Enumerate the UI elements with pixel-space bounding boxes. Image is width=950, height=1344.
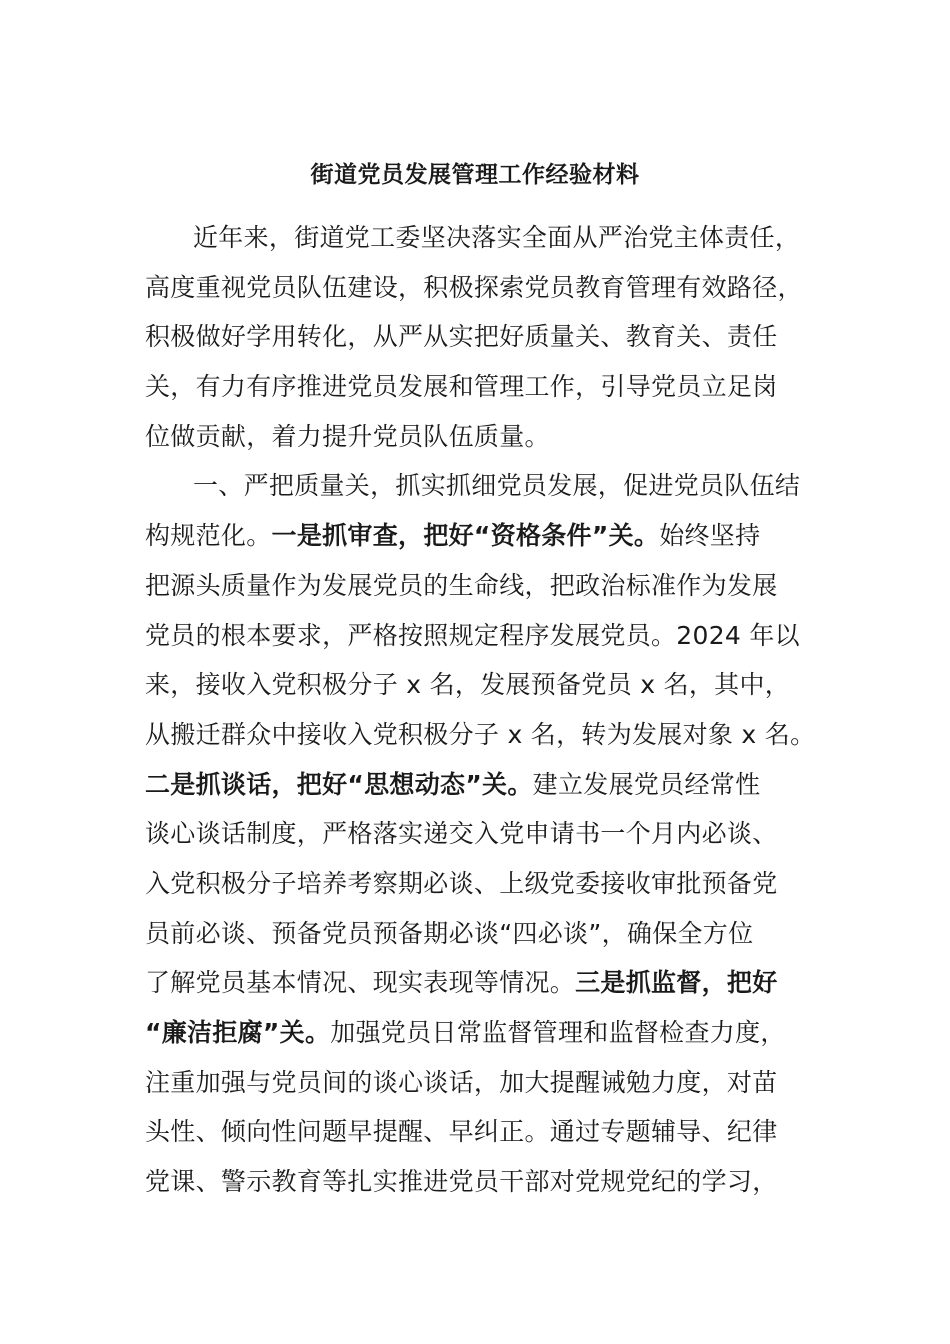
text-line: [145, 958, 810, 1008]
body-text-run: 把源头质量作为发展党员的生命线，把政治标准作为发展: [145, 570, 778, 600]
body-text-run: 高度重视党员队伍建设，积极探索党员教育管理有效路径，: [145, 272, 803, 302]
text-line: [145, 809, 810, 859]
body-text-run: 头性、倾向性问题早提醒、早纠正。通过专题辅导、纪律: [145, 1117, 778, 1147]
text-line: [145, 561, 810, 611]
text-line: [145, 660, 810, 710]
body-text-run: 了解党员基本情况、现实表现等情况。: [145, 968, 576, 998]
body-text-run: 始终坚持: [659, 521, 761, 551]
text-line: [145, 760, 810, 810]
body-text-run: 建立发展党员经常性: [532, 769, 761, 799]
text-line: [145, 710, 816, 760]
body-text-run: 关，有力有序推进党员发展和管理工作，引导党员立足岗: [145, 372, 778, 402]
text-line: [145, 362, 810, 412]
text-line: [145, 1008, 810, 1058]
text-line: [145, 263, 810, 313]
body-text-run: 构规范化。: [145, 521, 272, 551]
body-text-run: 党课、警示教育等扎实推进党员干部对党规党纪的学习，: [145, 1167, 778, 1197]
text-line: [145, 1157, 810, 1207]
bold-heading-text: 三是抓监督，把好: [575, 968, 778, 998]
document-title: 街道党员发展管理工作经验材料: [310, 162, 640, 188]
body-text-run: 一、严把质量关，抓实抓细党员发展，促进党员队伍结: [193, 471, 801, 501]
body-text-run: 员前必谈、预备党员预备期必谈“四必谈”，确保全方位: [145, 918, 754, 948]
bold-heading-text: 二是抓谈话，把好“思想动态”关。: [145, 769, 533, 799]
bold-heading-text: 一是抓审查，把好“资格条件”关。: [271, 521, 660, 551]
body-text-run: 党员的根本要求，严格按照规定程序发展党员。2024 年以: [145, 620, 800, 650]
body-text-run: 近年来，街道党工委坚决落实全面从严治党主体责任，: [193, 223, 801, 252]
bold-heading-text: “廉洁拒腐”关。: [145, 1018, 331, 1047]
text-line: [145, 461, 810, 511]
text-line: [145, 1107, 810, 1157]
body-text-run: 位做贡献，着力提升党员队伍质量。: [145, 421, 550, 451]
body-text-run: 加强党员日常监督管理和监督检查力度，: [330, 1018, 786, 1047]
document-body: [145, 213, 816, 1207]
text-line: [145, 312, 810, 362]
body-text-run: 从搬迁群众中接收入党积极分子 x 名，转为发展对象 x 名。: [145, 719, 816, 749]
text-line: [145, 213, 810, 263]
body-text-run: 谈心谈话制度，严格落实递交入党申请书一个月内必谈、: [145, 819, 778, 849]
text-line: [145, 909, 810, 959]
body-text-run: 积极做好学用转化，从严从实把好质量关、教育关、责任: [145, 322, 778, 352]
body-text-run: 入党积极分子培养考察期必谈、上级党委接收审批预备党: [145, 868, 778, 898]
body-text-run: 来，接收入党积极分子 x 名，发展预备党员 x 名，其中，: [145, 670, 791, 700]
body-text-run: 注重加强与党员间的谈心谈话，加大提醒诫勉力度，对苗: [145, 1067, 778, 1097]
text-line: [145, 1058, 810, 1108]
text-line: [145, 412, 810, 462]
text-line: [145, 611, 810, 661]
text-line: [145, 511, 810, 561]
text-line: [145, 859, 810, 909]
